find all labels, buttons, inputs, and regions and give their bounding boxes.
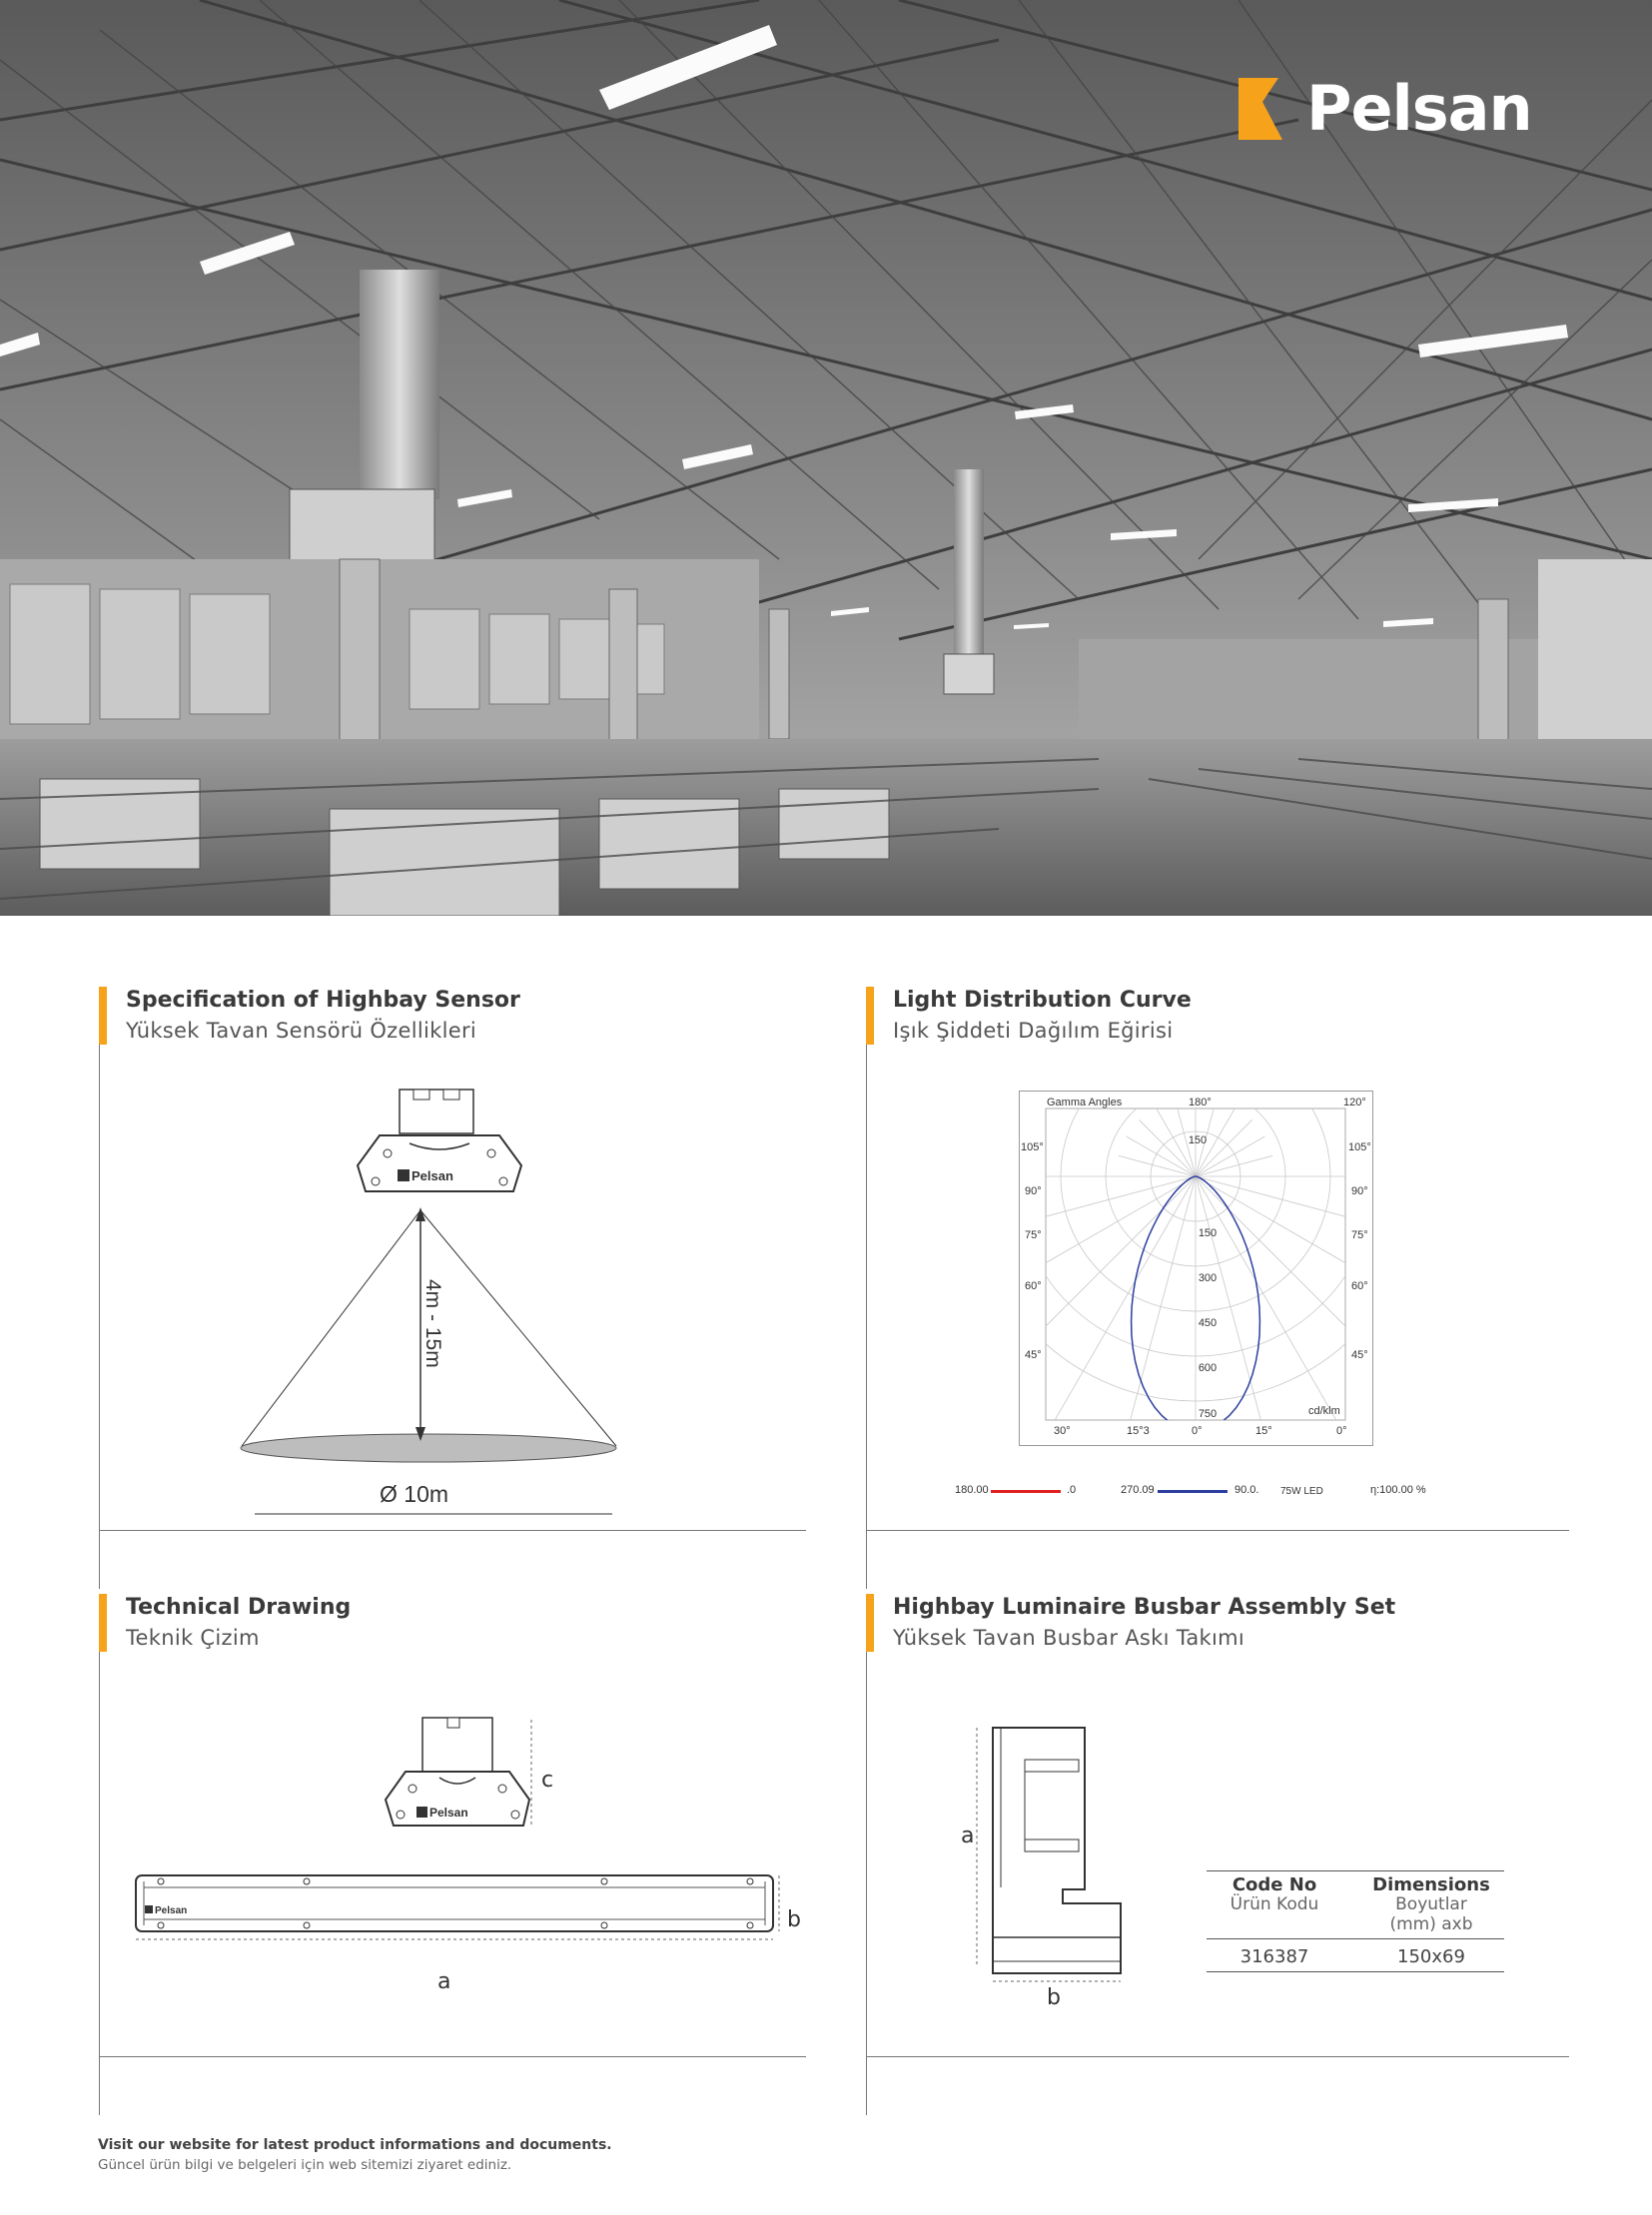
height-range-label: 4m - 15m — [421, 1279, 444, 1368]
svg-text:Pelsan: Pelsan — [429, 1806, 468, 1820]
polar-header-left: Gamma Angles — [1047, 1097, 1123, 1108]
diameter-label: Ø 10m — [380, 1481, 449, 1507]
dimension-label-c: c — [541, 1768, 554, 1793]
table-top-rule — [1207, 1870, 1504, 1871]
section-bottom-border — [866, 2056, 1569, 2057]
section-title: Technical Drawing — [126, 1595, 352, 1620]
technical-drawing — [128, 1710, 787, 1979]
polar-header-mid: 180° — [1189, 1097, 1212, 1108]
section-subtitle: Yüksek Tavan Busbar Askı Takımı — [893, 1626, 1245, 1650]
table-subheader-dimensions: Boyutlar — [1395, 1894, 1467, 1914]
polar-right-angle: 75° — [1351, 1229, 1368, 1241]
polar-right-angle: 90° — [1351, 1185, 1368, 1197]
section-accent-bar — [866, 987, 874, 1045]
dimension-label-b: b — [787, 1907, 801, 1932]
svg-text:Pelsan: Pelsan — [412, 1168, 453, 1183]
svg-text:Pelsan: Pelsan — [155, 1905, 188, 1916]
polar-radial-value: 600 — [1198, 1362, 1218, 1374]
polar-diagram — [1019, 1091, 1373, 1446]
polar-radial-value: 450 — [1198, 1317, 1218, 1329]
polar-top-value: 150 — [1188, 1134, 1208, 1146]
busbar-label-b: b — [1047, 1985, 1061, 2010]
polar-bottom-label: 0° — [1192, 1425, 1203, 1437]
section-title: Light Distribution Curve — [893, 988, 1192, 1013]
section-accent-bar — [99, 1594, 107, 1652]
legend-red-end: .0 — [1067, 1484, 1077, 1496]
legend-efficiency: η:100.00 % — [1370, 1484, 1426, 1496]
polar-left-angle: 45° — [1025, 1349, 1042, 1361]
legend-lamp: 75W LED — [1280, 1486, 1323, 1497]
polar-radial-value: 300 — [1198, 1272, 1218, 1284]
legend-red-line — [991, 1490, 1061, 1493]
section-subtitle: Işık Şiddeti Dağılım Eğirisi — [893, 1019, 1174, 1043]
table-header-rule — [1207, 1938, 1504, 1939]
footer-website-note: Visit our website for latest product informations and documents. — [98, 2137, 612, 2153]
section-accent-bar — [866, 1594, 874, 1652]
polar-left-angle: 60° — [1025, 1280, 1042, 1292]
polar-right-angle: 105° — [1348, 1141, 1371, 1153]
polar-right-angle: 60° — [1351, 1280, 1368, 1292]
polar-unit: cd/klm — [1308, 1405, 1340, 1417]
pelsan-logo-mark — [1239, 78, 1300, 140]
section-left-border — [99, 1652, 100, 2115]
hero-photo — [0, 0, 1652, 916]
sensor-coverage-diagram — [230, 1084, 649, 1523]
table-header-code: Code No — [1232, 1874, 1317, 1895]
polar-right-angle: 45° — [1351, 1349, 1368, 1361]
section-bottom-border — [99, 1530, 806, 1531]
busbar-label-a: a — [961, 1824, 975, 1848]
legend-blue-line — [1158, 1490, 1228, 1493]
table-cell-dimensions: 150x69 — [1397, 1946, 1465, 1967]
legend-blue-start: 270.09 — [1121, 1484, 1155, 1496]
section-title: Specification of Highbay Sensor — [126, 988, 520, 1013]
table-subheader-units: (mm) axb — [1389, 1914, 1473, 1934]
table-header-dimensions: Dimensions — [1372, 1874, 1490, 1895]
table-bottom-rule — [1207, 1971, 1504, 1972]
section-title: Highbay Luminaire Busbar Assembly Set — [893, 1595, 1396, 1620]
polar-radial-value: 150 — [1198, 1227, 1218, 1239]
section-accent-bar — [99, 987, 107, 1045]
legend-blue-end: 90.0. — [1235, 1484, 1259, 1496]
table-subheader-code: Ürün Kodu — [1230, 1894, 1319, 1914]
dimension-label-a: a — [437, 1969, 451, 1994]
section-bottom-border — [99, 2056, 806, 2057]
section-subtitle: Yüksek Tavan Sensörü Özellikleri — [126, 1019, 477, 1043]
polar-header-right: 120° — [1343, 1097, 1366, 1108]
polar-bottom-label: 30° — [1054, 1425, 1071, 1437]
brand-name: Pelsan — [1306, 72, 1532, 145]
section-left-border — [866, 1045, 867, 1589]
polar-left-angle: 75° — [1025, 1229, 1042, 1241]
polar-radial-value: 750 — [1198, 1408, 1218, 1420]
polar-left-angle: 90° — [1025, 1185, 1042, 1197]
polar-bottom-label: 0° — [1336, 1425, 1347, 1437]
section-left-border — [99, 1045, 100, 1589]
busbar-drawing — [969, 1718, 1129, 1987]
section-bottom-border — [866, 1530, 1569, 1531]
footer-website-note-tr: Güncel ürün bilgi ve belgeleri için web sitemizi ziyaret ediniz. — [98, 2157, 512, 2173]
polar-bottom-label: 15° — [1255, 1425, 1272, 1437]
table-cell-code: 316387 — [1239, 1946, 1309, 1967]
legend-red-start: 180.00 — [955, 1484, 989, 1496]
section-left-border — [866, 1652, 867, 2115]
polar-bottom-label: 15°3 — [1127, 1425, 1150, 1437]
section-subtitle: Teknik Çizim — [126, 1626, 260, 1650]
polar-left-angle: 105° — [1021, 1141, 1044, 1153]
pelsan-logo — [1239, 72, 1532, 145]
